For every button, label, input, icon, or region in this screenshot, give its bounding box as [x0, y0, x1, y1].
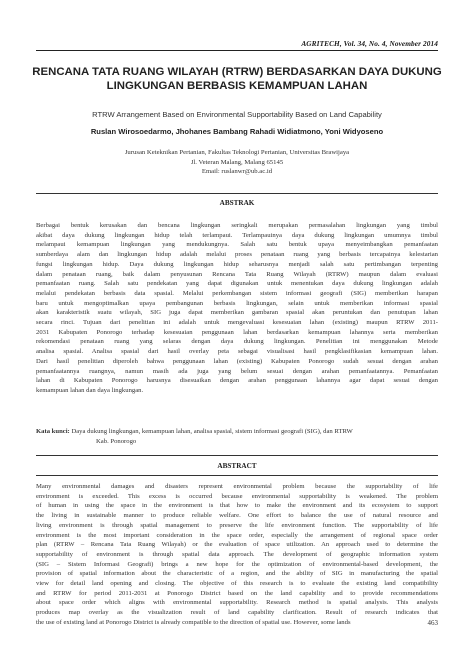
paper-subtitle: RTRW Arrangement Based on Environmental Supportability Based on Land Capability — [92, 110, 382, 119]
page-number: 463 — [427, 619, 438, 627]
abstract-line: living environment is through spatial management to preserve the life environment function. The supportability of life — [36, 521, 438, 529]
abstrak-line: melalui pendekatan berbasis data spasial. Melalui perkembangan sistem informasi geografi (SIG) memberikan harapan — [36, 289, 438, 297]
abstract-line: view for detail land opening and closing. The objective of this research is to evaluate the existing land compatibility — [36, 580, 438, 588]
abstrak-line: kemampuan lahan dan daya lingkungan. — [36, 386, 144, 394]
abstract-heading-rule — [36, 475, 438, 476]
keywords-continuation: Kab. Ponorogo — [96, 437, 137, 445]
abstract-line: environment is the most important consideration in the space order, especially the arrangement of regional space order — [36, 531, 438, 539]
abstrak-line: 2031 Kabupaten Ponorogo terhadap kesesuaian penggunaan lahan berdasarkan kemampuan lahannya serta memberikan — [36, 328, 438, 336]
abstrak-top-rule — [36, 193, 438, 194]
abstrak-line: akibat daya dukung lingkungan hidup telah terlampaui. Terlampauinya daya dukung lingkungan umumnya timbul — [36, 231, 438, 239]
abstrak-line: secara rinci. Tujuan dari penelitian ini adalah untuk mengevaluasi kesesuaian lahan (existing) maupun RTRW 2011- — [36, 319, 438, 327]
abstrak-line: sumberdaya alam dan lingkungan hidup adalah melalui proses penataan ruang yang berbasis tercapainya kelestarian — [36, 251, 438, 259]
abstract-line: (SIG – Sistem Informasi Geografi) brings a new hope for the optimization of environmental-based development, the — [36, 560, 438, 568]
abstrak-line: dalam penataan ruang, baik dalam penyusunan Rencana Tata Ruang Wilayah (RTRW) maupun dalam evaluasi — [36, 270, 438, 278]
abstrak-line: Berbagai bentuk kerusakan dan bencana lingkungan seringkali merupakan permasalahan lingkungan yang timbul — [36, 222, 438, 229]
affiliation — [20, 148, 454, 177]
abstrak-line: lahan di Kabupaten Ponorogo harusnya disesuaikan dengan arahan penggunaan lahannya agar dapat sesuai dengan — [36, 377, 438, 385]
affiliation-line: Jurusan Keteknikan Pertanian, Fakultas Teknologi Pertanian, Universitas Brawijaya — [124, 149, 350, 156]
header-rule — [36, 50, 438, 51]
keywords-label: Kata kunci: — [36, 428, 70, 435]
abstract-line: plan (RTRW – Rencana Tata Ruang Wilayah) or the evaluation of space utilization. An approach used to determine the — [36, 541, 438, 549]
title-line: LINGKUNGAN BERBASIS KEMAMPUAN LAHAN — [106, 79, 368, 92]
abstrak-line: Dari hasil penelitian diperoleh bahwa penggunaan lahan (existing) Kabupaten Ponorogo sudah sesuai dengan arahan — [36, 357, 438, 365]
abstrak-line: fungsi lingkungan hidup. Daya dukung lingkungan hidup seharusnya menjadi salah satu pertimbangan terpenting — [36, 260, 438, 268]
abstract-heading: ABSTRACT — [217, 462, 257, 470]
title-line: RENCANA TATA RUANG WILAYAH (RTRW) BERDASARKAN DAYA DUKUNG — [32, 66, 442, 78]
abstract-line: Many environmental damages and disasters represent environmental problem because the supportability of life — [36, 483, 438, 490]
abstract-line: produces map overlay as the visualization result of land capability clarification. Result of research indicates that — [36, 609, 438, 617]
abstract-line: about space order which aligns with environmental supportability. Research method is spatial analysis. This analysis — [36, 599, 438, 607]
abstrak-line: akan karakteristik suatu wilayah, SIG juga dapat memberikan gambaran spasial akan peruntukan dan penutupan lahan — [36, 309, 438, 317]
abstract-line: supportability of environment is through spatial data approach. The development of geographic information system — [36, 550, 438, 558]
abstract-body — [36, 482, 438, 628]
author-list: Ruslan Wirosoedarmo, Jhohanes Bambang Rahadi Widiatmono, Yoni Widyoseno — [90, 127, 384, 136]
abstrak-line: pemanfaatan ruang. Salah satu pendekatan yang dapat digunakan untuk menentukan daya dukung lingkungan adalah — [36, 280, 438, 288]
abstrak-line: pemanfaatannya ruangnya, namun masih ada juga yang belum sesuai dengan arahan pemanfaatannya. Pemanfaatan — [36, 367, 438, 375]
abstrak-line: analisa spasial. Analisa spasial dari hasil overlay peta sebagai visualisasi hasil pengklasifikasian kemampuan lahan. — [36, 348, 438, 356]
affiliation-line: Jl. Veteran Malang, Malang 65145 — [190, 158, 284, 166]
abstract-top-rule — [36, 455, 438, 456]
abstract-line: and RTRW for period 2011-2031 at Ponorogo District based on the land capability and to provide recommendations — [36, 589, 438, 597]
abstrak-body — [36, 221, 438, 396]
abstrak-line: rekomendasi penataan ruang yang selaras dengan daya dukung lingkungan. Penelitian ini menggunakan Metode — [36, 338, 438, 346]
paper-title — [20, 66, 454, 93]
abstract-line: the living in sustainable manner to produce reliable welfare. One effort to balance the use of natural resource and — [36, 512, 438, 520]
keywords-text: Daya dukung lingkungan, kemampuan lahan, analisa spasial, sistem informasi geografi (SIG), dan RTRW — [71, 428, 353, 435]
abstrak-line: baru untuk mengoptimalkan upaya pembangunan berbasis lingkungan, selain untuk memberikan informasi spasial — [36, 299, 438, 307]
abstrak-line: melampaui kemampuan lingkungan yang mendukungnya. Salah satu bentuk upaya menyeimbangkan pemanfaatan — [36, 241, 438, 249]
email-line: Email: ruslanwr@ub.ac.id — [201, 168, 273, 176]
abstract-line: the use of existing land at Ponorogo District is already compatible to the direction of spatial use. However, some lands — [36, 618, 351, 626]
keywords — [36, 427, 438, 446]
abstract-line: provision of spatial information about the characteristic of a region, and the ability of SIG in manufacturing the spatial — [36, 570, 438, 578]
journal-header: AGRITECH, Vol. 34, No. 4, November 2014 — [301, 39, 438, 48]
abstrak-heading: ABSTRAK — [219, 199, 255, 207]
abstract-line: environment is exceeded. This excess is occurred because environmental supportability is weakened. The problem — [36, 492, 438, 500]
abstract-line: of human in using the space in the environment is that how to make the environment and its ecosystem to support — [36, 502, 438, 510]
keywords-row — [36, 427, 438, 437]
